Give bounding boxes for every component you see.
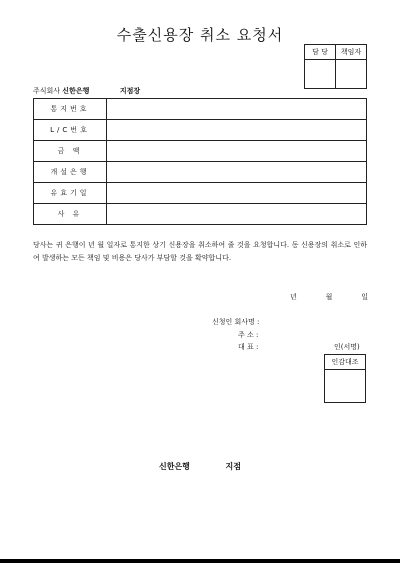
addressee-prefix: 주식회사 bbox=[33, 87, 61, 95]
field-value-issuing-bank[interactable] bbox=[107, 162, 367, 183]
seal-area[interactable] bbox=[325, 370, 365, 402]
field-label-lc-no: L/C번호 bbox=[34, 120, 107, 141]
seal-label: 인감대조 bbox=[325, 355, 365, 370]
table-row bbox=[34, 141, 367, 162]
bottom-border bbox=[0, 559, 400, 563]
addressee-line bbox=[33, 86, 140, 96]
applicant-sign-label: 인(서명) bbox=[334, 343, 360, 351]
request-paragraph: 당사는 귀 은행이 년 월 일자로 통지한 상기 신용장을 취소하여 줄 것을 요청합니다. 동 신용장의 취소로 인하여 발생하는 모든 책임 및 비용은 당사가 부담할 것을 확약합니다. bbox=[33, 241, 367, 262]
field-value-amount[interactable] bbox=[107, 141, 367, 162]
date-year: 년 bbox=[290, 293, 297, 301]
applicant-address-label: 주 소 : bbox=[238, 331, 259, 339]
addressee-branch: 지점장 bbox=[119, 87, 141, 95]
footer-bank: 신한은행 bbox=[159, 462, 190, 471]
table-row bbox=[34, 99, 367, 120]
footer-bank-line bbox=[0, 461, 400, 472]
field-value-notice-no[interactable] bbox=[107, 99, 367, 120]
lc-info-table bbox=[33, 98, 367, 225]
addressee-bank: 신한은행 bbox=[62, 87, 90, 95]
table-row bbox=[34, 162, 367, 183]
field-label-notice-no: 통지번호 bbox=[34, 99, 107, 120]
date-day: 일 bbox=[361, 293, 368, 301]
approval-sign-manager[interactable] bbox=[336, 60, 367, 89]
field-label-reason: 사 유 bbox=[34, 204, 107, 225]
approval-box bbox=[304, 44, 367, 89]
field-label-amount: 금 액 bbox=[34, 141, 107, 162]
date-line bbox=[290, 292, 368, 302]
footer-branch: 지점 bbox=[225, 462, 241, 471]
applicant-company-label: 신청인 회사명 : bbox=[212, 318, 260, 326]
field-label-issuing-bank: 개설은행 bbox=[34, 162, 107, 183]
field-value-reason[interactable] bbox=[107, 204, 367, 225]
field-label-expiry: 유효기일 bbox=[34, 183, 107, 204]
approval-col-manager: 책임자 bbox=[336, 45, 367, 60]
approval-sign-staff[interactable] bbox=[305, 60, 336, 89]
table-row bbox=[34, 120, 367, 141]
seal-box bbox=[324, 354, 366, 403]
table-row bbox=[34, 183, 367, 204]
table-row bbox=[34, 204, 367, 225]
field-value-lc-no[interactable] bbox=[107, 120, 367, 141]
field-value-expiry[interactable] bbox=[107, 183, 367, 204]
date-month: 월 bbox=[325, 293, 333, 301]
document-title: 수출신용장 취소 요청서 bbox=[116, 26, 284, 44]
approval-col-staff: 담 당 bbox=[305, 45, 336, 60]
applicant-rep-label: 대 표 : bbox=[238, 343, 259, 351]
